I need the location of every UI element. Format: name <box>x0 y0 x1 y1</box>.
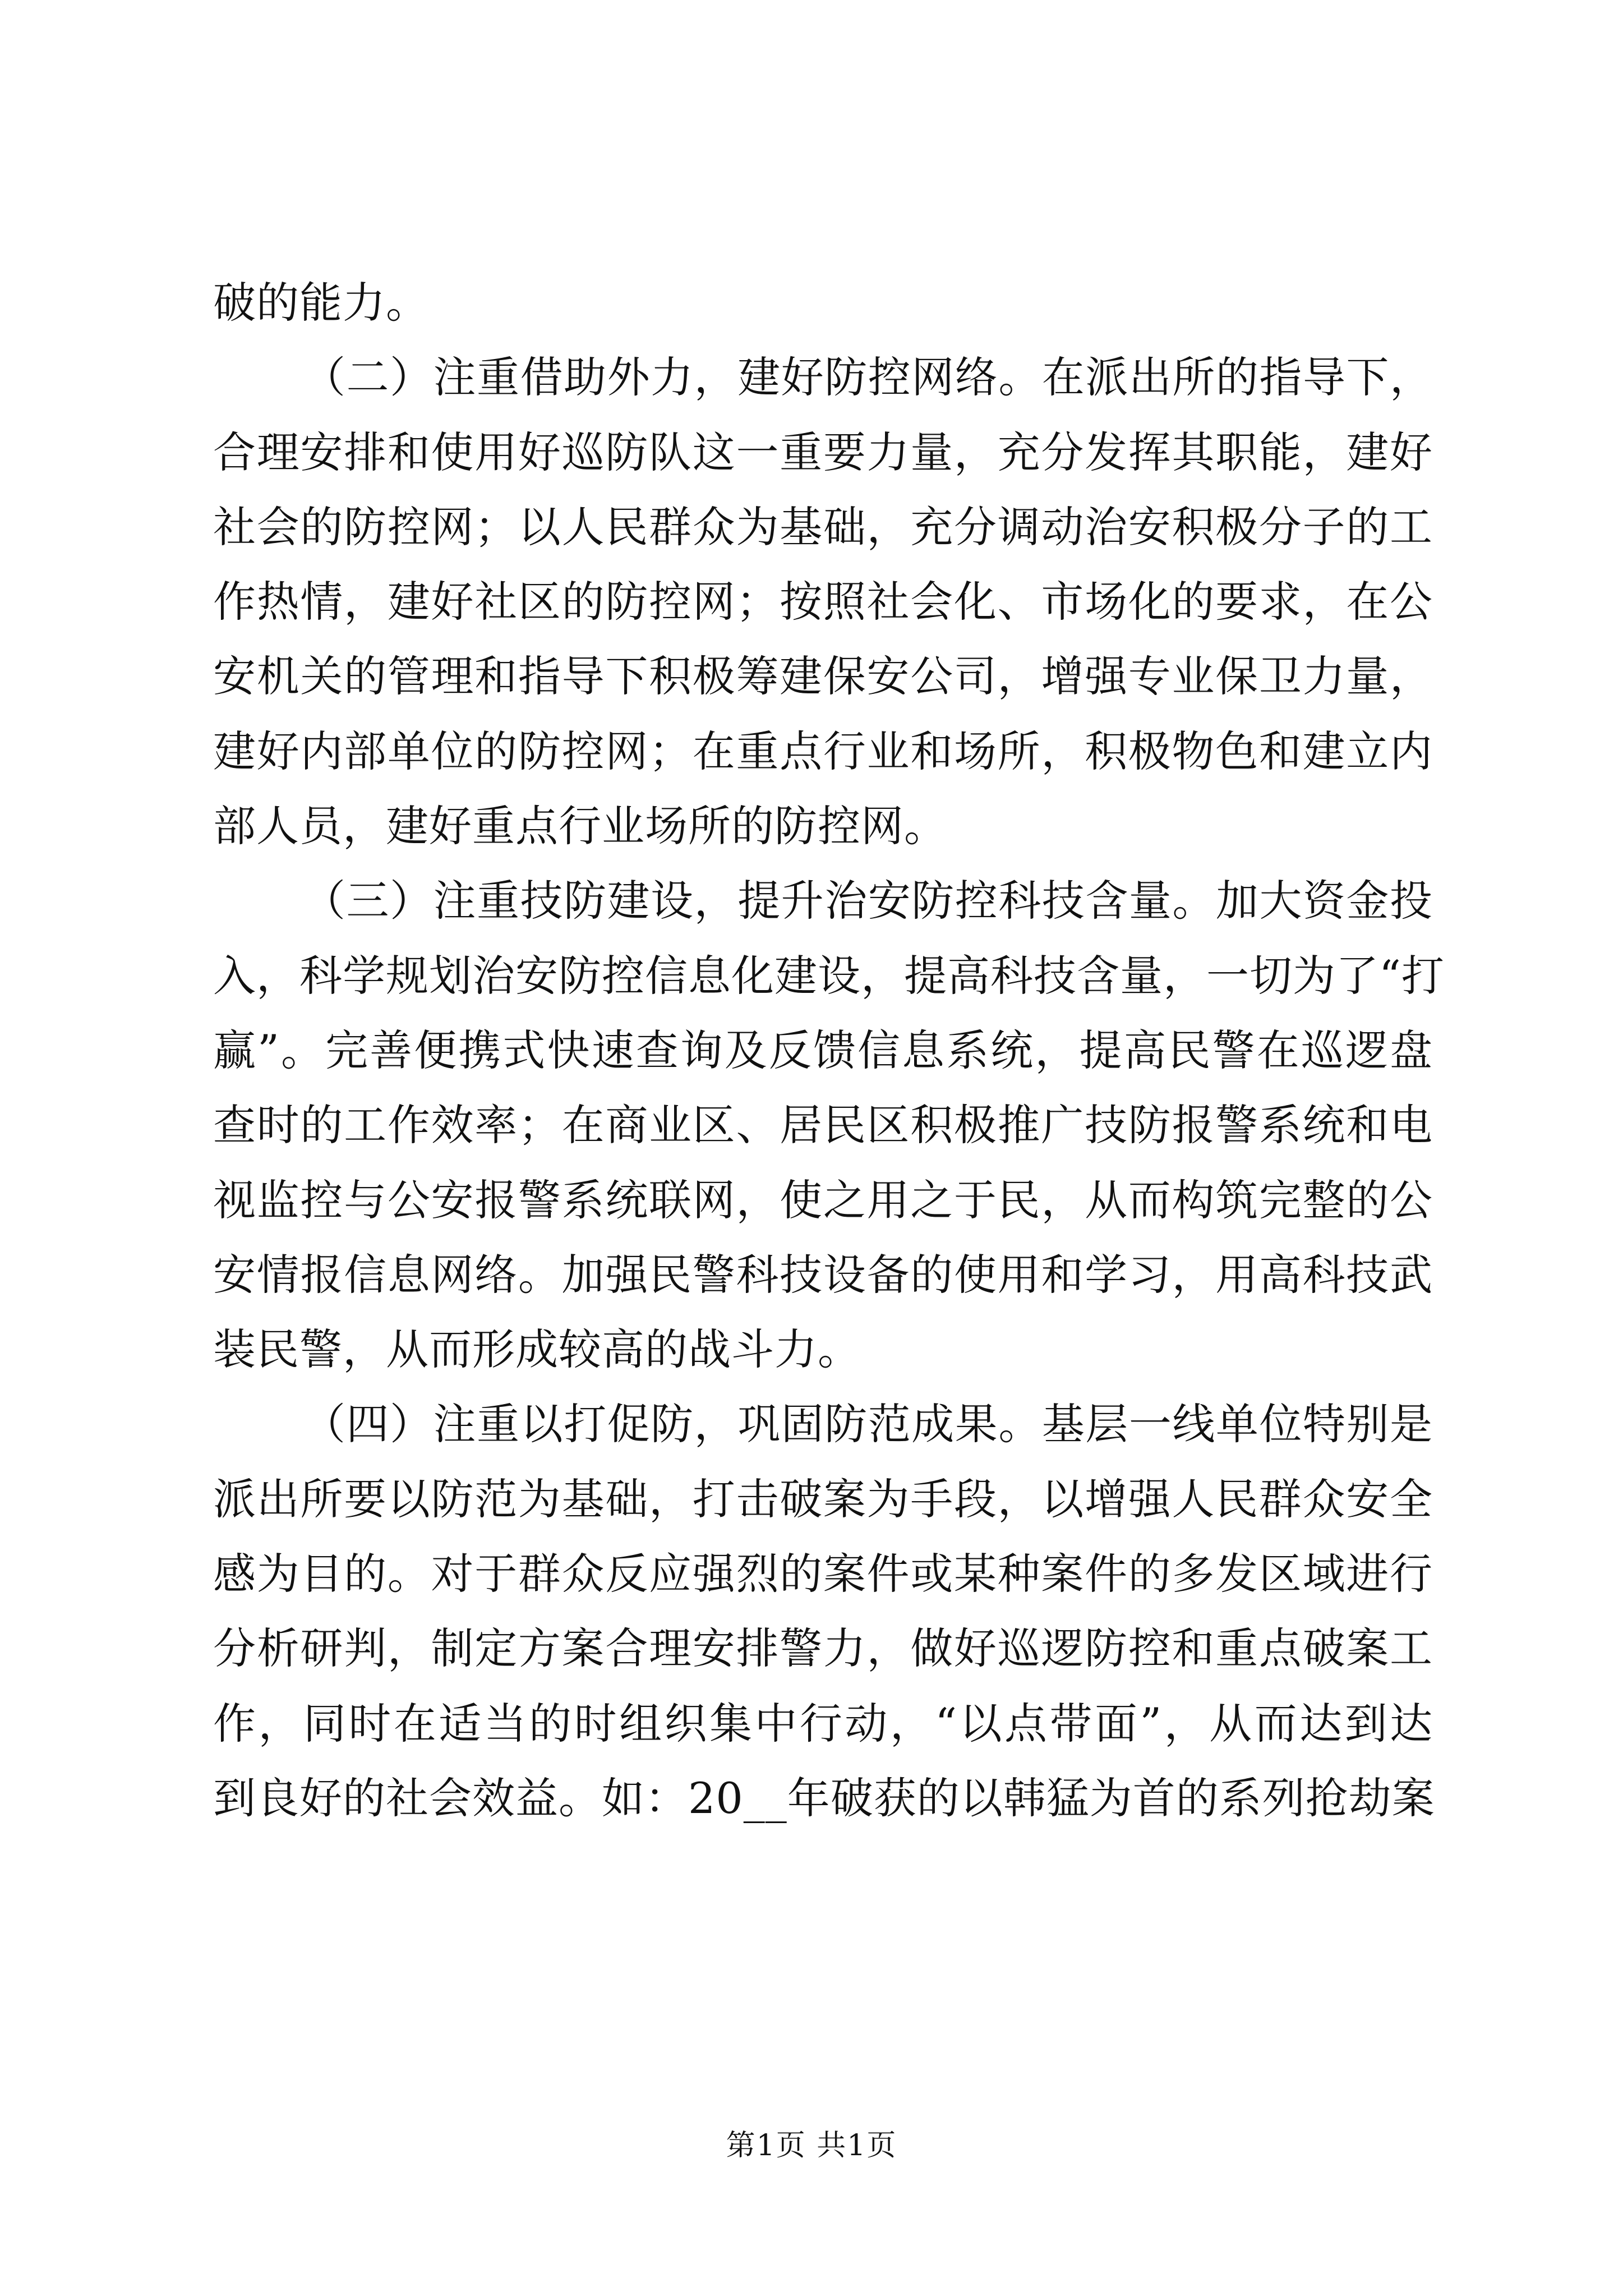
text-line: 作热情，建好社区的防控网；按照社会化、市场化的要求，在公 <box>213 577 1433 627</box>
text-line: 社会的防控网；以人民群众为基础，充分调动治安积极分子的工 <box>213 501 1433 552</box>
text-line: 感为目的。对于群众反应强烈的案件或某种案件的多发区域进行 <box>213 1549 1433 1599</box>
text-line: 安情报信息网络。加强民警科技设备的使用和学习，用高科技武 <box>213 1249 1433 1300</box>
text-line: 入，科学规划治安防控信息化建设，提高科技含量，一切为了“打 <box>213 950 1445 1001</box>
paragraph-start-line: （二）注重借助外力，建好防控网络。在派出所的指导下， <box>303 352 1433 403</box>
text-line: 建好内部单位的防控网；在重点行业和场所，积极物色和建立内 <box>213 726 1433 776</box>
text-line: 部人员，建好重点行业场所的防控网。 <box>213 801 947 852</box>
text-line: 到良好的社会效益。如：20__年破获的以韩猛为首的系列抢劫案 <box>213 1773 1435 1823</box>
text-line: 装民警，从而形成较高的战斗力。 <box>213 1324 861 1375</box>
text-line: 派出所要以防范为基础，打击破案为手段，以增强人民群众安全 <box>213 1474 1433 1524</box>
text-line: 破的能力。 <box>213 278 429 328</box>
document-body <box>213 278 1445 1851</box>
paragraph-start-line: （三）注重技防建设，提升治安防控科技含量。加大资金投 <box>303 876 1433 926</box>
text-line: 视监控与公安报警系统联网，使之用之于民，从而构筑完整的公 <box>213 1175 1433 1225</box>
text-line: 合理安排和使用好巡防队这一重要力量，充分发挥其职能，建好 <box>213 427 1433 477</box>
page-footer: 第1页 共1页 <box>726 2129 897 2162</box>
paragraph-start-line: （四）注重以打促防，巩固防范成果。基层一线单位特别是 <box>303 1399 1433 1450</box>
text-line: 赢”。完善便携式快速查询及反馈信息系统，提高民警在巡逻盘 <box>213 1025 1433 1075</box>
text-line: 作，同时在适当的时组织集中行动，“以点带面”，从而达到达 <box>213 1698 1433 1749</box>
text-line: 安机关的管理和指导下积极筹建保安公司，增强专业保卫力量， <box>213 651 1433 702</box>
text-line: 查时的工作效率；在商业区、居民区积极推广技防报警系统和电 <box>213 1100 1433 1151</box>
text-line: 分析研判，制定方案合理安排警力，做好巡逻防控和重点破案工 <box>213 1623 1433 1674</box>
